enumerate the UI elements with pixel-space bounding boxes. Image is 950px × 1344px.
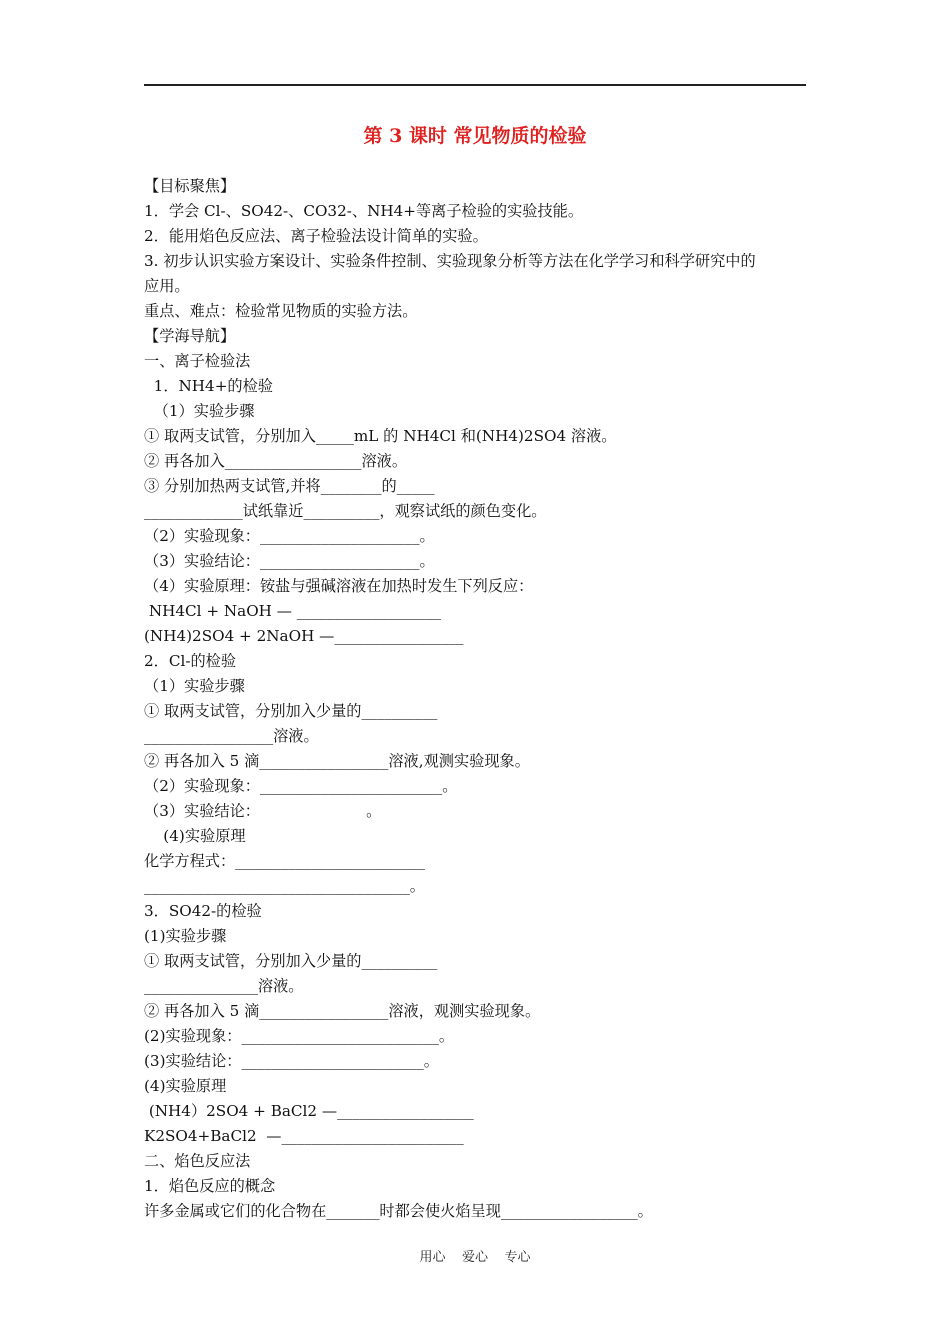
exercise-line: ③ 分别加热两支试管,并将________的_____: [144, 477, 435, 495]
subsection-heading-so4: 3．SO42-的检验: [144, 902, 262, 920]
exercise-line: _____________试纸靠近__________，观察试纸的颜色变化。: [144, 502, 547, 520]
goal-item: 1．学会 Cl-、SO42-、CO32-、NH4+等离子检验的实验技能。: [144, 202, 584, 220]
subsection-heading-cl: 2．Cl-的检验: [144, 652, 237, 670]
equation-line: 化学方程式：_________________________: [144, 852, 425, 870]
exercise-line: ① 取两支试管，分别加入少量的__________: [144, 702, 438, 720]
exercise-line: ② 再各加入 5 滴_________________溶液，观测实验现象。: [144, 1002, 541, 1020]
exercise-line: （2）实验现象：________________________。: [144, 777, 458, 795]
section-heading-goals: 【目标聚焦】: [144, 177, 236, 195]
subsection-heading-nh4: 1．NH4+的检验: [144, 377, 273, 395]
equation-line: ___________________________________。: [144, 877, 425, 895]
equation-line: K2SO4+BaCl2 —________________________: [144, 1127, 464, 1145]
page-title: 第 3 课时 常见物质的检验: [363, 125, 587, 147]
exercise-line: （3）实验结论： 。: [144, 802, 382, 820]
exercise-line: (2)实验现象：__________________________。: [144, 1027, 455, 1045]
goal-item-continued: 应用。: [144, 277, 190, 295]
exercise-line: _________________溶液。: [144, 727, 319, 745]
step-heading: (4)实验原理: [144, 1077, 227, 1095]
exercise-line: _______________溶液。: [144, 977, 304, 995]
subsection-heading-flame-concept: 1．焰色反应的概念: [144, 1177, 276, 1195]
section-heading-ion-test: 一、离子检验法: [144, 352, 251, 370]
document-body: [144, 174, 808, 1224]
step-heading: (1)实验步骤: [144, 927, 227, 945]
section-heading-guide: 【学海导航】: [144, 327, 236, 345]
page-footer: 用心 爱心 专心: [419, 1250, 531, 1265]
exercise-line: ① 取两支试管，分别加入_____mL 的 NH4Cl 和(NH4)2SO4 溶液。: [144, 427, 617, 445]
exercise-line: ② 再各加入 5 滴_________________溶液,观测实验现象。: [144, 752, 530, 770]
goal-item: 3. 初步认识实验方案设计、实验条件控制、实验现象分析等方法在化学学习和科学研究中的: [144, 252, 756, 270]
step-heading: (4)实验原理: [144, 827, 246, 845]
exercise-line: (3)实验结论：________________________。: [144, 1052, 439, 1070]
equation-line: NH4Cl + NaOH — ___________________: [144, 602, 442, 620]
equation-line: (NH4）2SO4 + BaCl2 —__________________: [144, 1102, 474, 1120]
equation-line: (NH4)2SO4 + 2NaOH —_________________: [144, 627, 464, 645]
section-heading-flame-test: 二、焰色反应法: [144, 1152, 251, 1170]
goal-item: 2．能用焰色反应法、离子检验法设计简单的实验。: [144, 227, 488, 245]
step-heading: （1）实验步骤: [144, 677, 245, 695]
step-heading: （1）实验步骤: [144, 402, 255, 420]
exercise-line: （4）实验原理：铵盐与强碱溶液在加热时发生下列反应：: [144, 577, 534, 595]
key-points: 重点、难点：检验常见物质的实验方法。: [144, 302, 418, 320]
header-rule: [144, 84, 806, 86]
exercise-line: ② 再各加入__________________溶液。: [144, 452, 408, 470]
exercise-line: ① 取两支试管，分别加入少量的__________: [144, 952, 438, 970]
exercise-line: （3）实验结论：_____________________。: [144, 552, 435, 570]
exercise-line: （2）实验现象：_____________________。: [144, 527, 435, 545]
exercise-line: 许多金属或它们的化合物在_______时都会使火焰呈现__________________。: [144, 1202, 653, 1220]
